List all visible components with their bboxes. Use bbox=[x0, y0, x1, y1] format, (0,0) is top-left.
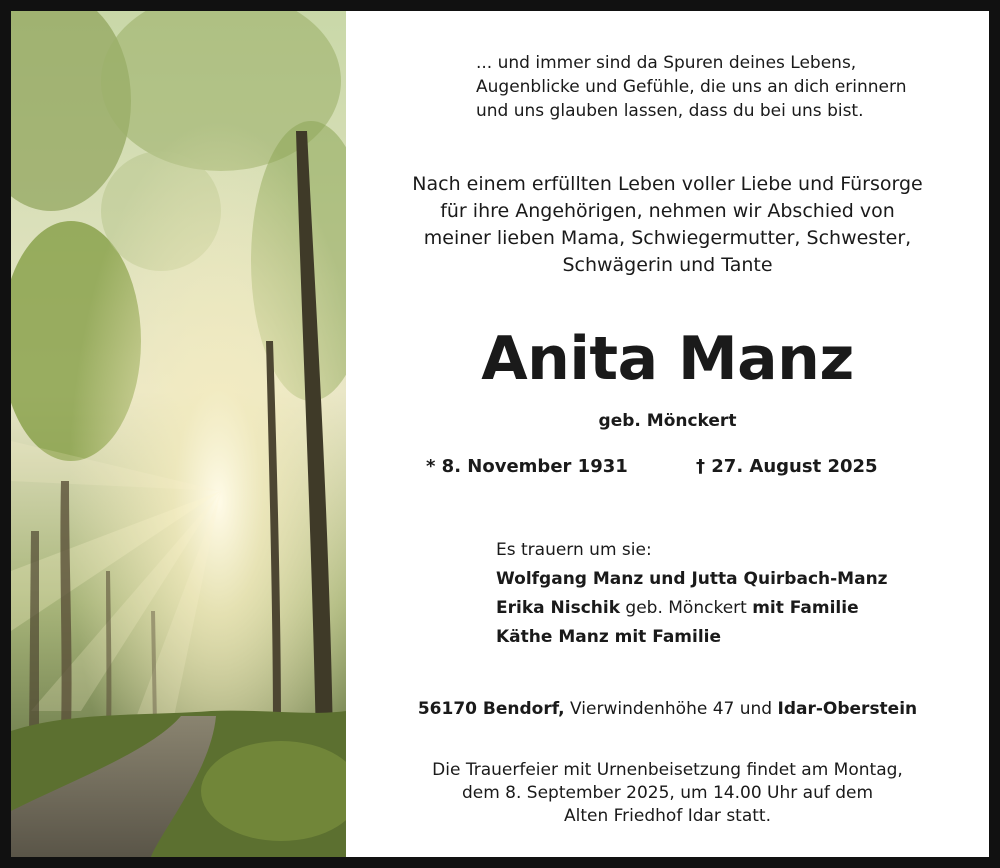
address-street: Vierwindenhöhe 47 und bbox=[564, 699, 778, 719]
service-line: Die Trauerfeier mit Urnenbeisetzung findet am Montag, bbox=[432, 760, 903, 780]
forest-photo bbox=[11, 11, 346, 857]
life-dates bbox=[346, 456, 989, 484]
service-line: dem 8. September 2025, um 14.00 Uhr auf dem bbox=[461, 783, 874, 803]
poem bbox=[476, 51, 907, 123]
mourners bbox=[496, 536, 976, 652]
notice-text bbox=[346, 11, 989, 857]
intro-text bbox=[346, 171, 989, 279]
address-city: Idar-Oberstein bbox=[777, 699, 918, 719]
intro-line: Nach einem erfüllten Leben voller Liebe und Fürsorge bbox=[412, 173, 923, 195]
intro-line: für ihre Angehörigen, nehmen wir Abschied von bbox=[440, 200, 895, 222]
death-date: † 27. August 2025 bbox=[696, 456, 878, 477]
birth-date: * 8. November 1931 bbox=[426, 456, 628, 477]
address bbox=[346, 699, 989, 719]
intro-line: Schwägerin und Tante bbox=[562, 254, 773, 276]
service-info bbox=[346, 759, 989, 828]
mourner-detail: geb. Mönckert bbox=[620, 598, 753, 618]
mourner-detail: mit Familie bbox=[752, 598, 859, 618]
mourner-name: Wolfgang Manz und Jutta Quirbach-Manz bbox=[496, 569, 888, 589]
service-line: Alten Friedhof Idar statt. bbox=[563, 806, 771, 826]
poem-line: und uns glauben lassen, dass du bei uns bist. bbox=[476, 101, 864, 121]
obituary-notice bbox=[11, 11, 989, 857]
maiden-name: geb. Mönckert bbox=[598, 411, 737, 431]
address-city: 56170 Bendorf, bbox=[417, 699, 565, 719]
mourner-name: Käthe Manz mit Familie bbox=[496, 627, 722, 647]
poem-line: Augenblicke und Gefühle, die uns an dich erinnern bbox=[476, 77, 907, 97]
deceased-name: Anita Manz bbox=[481, 324, 854, 394]
mourners-heading: Es trauern um sie: bbox=[496, 540, 652, 560]
intro-line: meiner lieben Mama, Schwiegermutter, Schwester, bbox=[423, 227, 912, 249]
poem-line: ... und immer sind da Spuren deines Lebens, bbox=[476, 53, 857, 73]
forest-sunbeam-icon bbox=[11, 11, 346, 857]
mourner-name: Erika Nischik bbox=[496, 598, 621, 618]
